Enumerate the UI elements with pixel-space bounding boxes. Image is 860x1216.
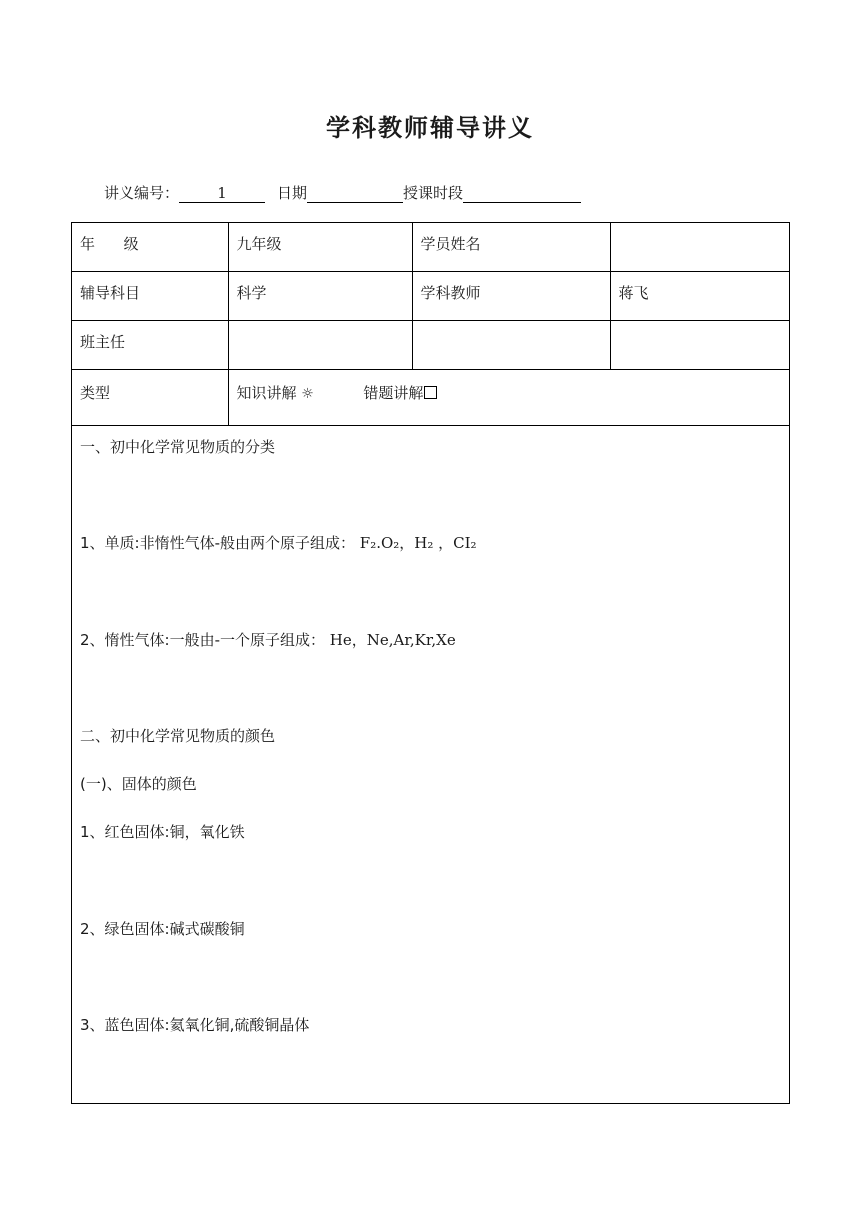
subject-label-cell <box>72 272 228 321</box>
grade-value-cell <box>228 223 412 272</box>
teacher-value-cell <box>610 272 789 321</box>
period-value <box>463 184 581 203</box>
subject-value: 科学 <box>236 284 267 302</box>
handout-number-value: 1 <box>179 184 265 203</box>
checkbox-icon[interactable] <box>424 386 437 399</box>
type-options <box>237 382 790 403</box>
info-row-grade <box>72 223 789 272</box>
student-label-cell <box>412 223 610 272</box>
list-item <box>80 532 477 553</box>
student-label: 学员姓名 <box>420 235 481 253</box>
student-value-cell <box>610 223 789 272</box>
list-item: 1、红色固体:铜，氧化铁 <box>80 823 245 841</box>
teacher-value: 蒋飞 <box>618 284 649 302</box>
list-item: 3、蓝色固体:氦氧化铜,硫酸铜晶体 <box>80 1016 310 1034</box>
type-option-errors: 错题讲解 <box>363 384 424 402</box>
date-label: 日期 <box>277 184 308 202</box>
section-heading: 二、初中化学常见物质的颜色 <box>80 727 276 745</box>
formula-text: He，Ne,Ar,Kr,Xe <box>329 631 456 649</box>
grade-value: 九年级 <box>236 235 282 253</box>
type-option-knowledge: 知识讲解 <box>236 384 297 402</box>
page-title: 学科教师辅导讲义 <box>326 114 534 142</box>
item-text: 2、惰性气体:一般由-一个原子组成： <box>80 631 326 649</box>
type-label-cell <box>72 370 228 426</box>
empty-cell <box>610 321 789 370</box>
handout-number-label: 讲义编号： <box>104 184 180 202</box>
info-row-subject <box>72 272 789 321</box>
list-item <box>80 629 456 650</box>
headteacher-label-cell <box>72 321 228 370</box>
date-value <box>307 184 403 203</box>
subject-label: 辅导科目 <box>80 284 141 302</box>
list-item: 2、绿色固体:碱式碳酸铜 <box>80 920 245 938</box>
info-row-type <box>72 370 789 426</box>
item-text: 1、单质:非惰性气体-般由两个原子组成： <box>80 534 356 552</box>
section-heading: 一、初中化学常见物质的分类 <box>80 438 276 456</box>
handout-sheet <box>71 222 790 1104</box>
subject-value-cell <box>228 272 412 321</box>
empty-cell <box>228 321 412 370</box>
handout-meta <box>104 182 581 203</box>
grade-label-cell <box>72 223 228 272</box>
formula-text: F₂.O₂，H₂ ，CI₂ <box>359 534 477 552</box>
sun-checkbox-icon[interactable]: ☼ <box>301 386 314 402</box>
teacher-label: 学科教师 <box>420 284 481 302</box>
teacher-label-cell <box>412 272 610 321</box>
headteacher-label: 班主任 <box>80 333 126 351</box>
grade-label: 年 级 <box>80 235 139 253</box>
type-options-cell <box>228 370 789 426</box>
empty-cell <box>412 321 610 370</box>
type-label: 类型 <box>80 384 111 402</box>
period-label: 授课时段 <box>403 184 464 202</box>
info-row-headteacher <box>72 321 789 370</box>
subsection-heading: (一)、固体的颜色 <box>80 775 197 793</box>
info-table <box>72 223 789 426</box>
